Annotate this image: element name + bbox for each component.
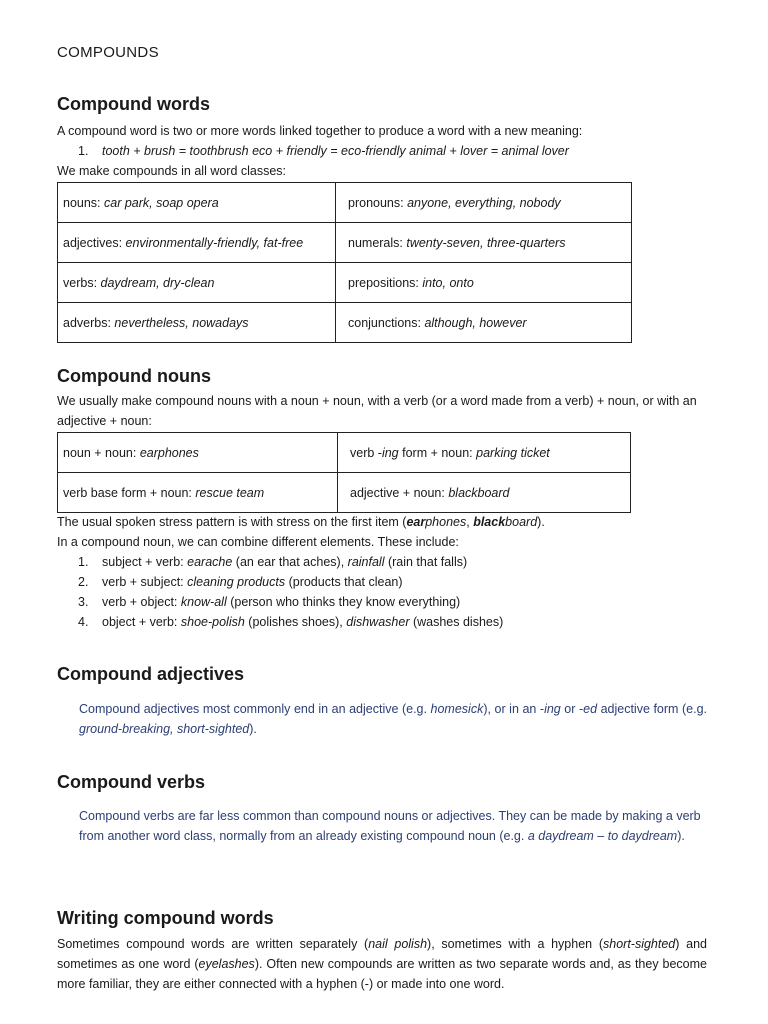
- stress-pattern-note: The usual spoken stress pattern is with stress on the first item (earphones, blackboard).: [57, 515, 545, 529]
- list-number: 2.: [78, 575, 89, 589]
- compound-adjectives-note: Compound adjectives most commonly end in an adjective (e.g. homesick), or in an -ing or -ed adjective form (e.g. ground-breaking, short-sighted).: [79, 702, 708, 736]
- list-number: 3.: [78, 595, 89, 609]
- example-text: tooth + brush = toothbrush eco + friendly = eco-friendly animal + lover = animal lover: [102, 144, 569, 158]
- heading-compound-nouns: Compound nouns: [57, 366, 211, 386]
- word-classes-table: [57, 182, 632, 343]
- table-cell: pronouns: anyone, everything, nobody: [336, 183, 632, 223]
- compound-nouns-intro: We usually make compound nouns with a noun + noun, with a verb (or a word made from a verb) + noun, or with an adjective + noun:: [57, 394, 697, 428]
- table-cell: verbs: daydream, dry-clean: [58, 263, 336, 303]
- table-cell: prepositions: into, onto: [336, 263, 632, 303]
- writing-compound-words-text: Sometimes compound words are written separately (nail polish), sometimes with a hyphen (short-sighted) and sometimes as one word (eyelashes). Often new compounds are written as two separate words and, as they become more familiar, they are either connected with a hyphen (-) or made into one word.: [57, 937, 707, 991]
- list-item: 1. subject + verb: earache (an ear that aches), rainfall (rain that falls): [57, 552, 707, 572]
- table-cell: adverbs: nevertheless, nowadays: [58, 303, 336, 343]
- compound-words-intro: A compound word is two or more words linked together to produce a word with a new meaning:: [57, 124, 583, 138]
- table-cell: numerals: twenty-seven, three-quarters: [336, 223, 632, 263]
- list-number: 4.: [78, 615, 89, 629]
- document-title: COMPOUNDS: [57, 44, 159, 61]
- heading-compound-adjectives: Compound adjectives: [57, 664, 245, 684]
- table-cell: verb -ing form + noun: parking ticket: [338, 433, 631, 473]
- compound-nouns-table: [57, 432, 631, 513]
- list-item: 3. verb + object: know-all (person who thinks they know everything): [57, 592, 707, 612]
- table-row: [58, 183, 632, 223]
- elements-lead: In a compound noun, we can combine different elements. These include:: [57, 535, 459, 549]
- list-item: 2. verb + subject: cleaning products (products that clean): [57, 572, 707, 592]
- table-row: [58, 223, 632, 263]
- heading-compound-verbs: Compound verbs: [57, 772, 206, 792]
- table-cell: nouns: car park, soap opera: [58, 183, 336, 223]
- list-number: 1.: [78, 555, 89, 569]
- list-item: [57, 141, 707, 161]
- table-cell: verb base form + noun: rescue team: [58, 473, 338, 513]
- table-row: [58, 303, 632, 343]
- compound-verbs-note: Compound verbs are far less common than compound nouns or adjectives. They can be made by making a verb from another word class, normally from an already existing compound noun (e.g. a daydream – to daydream).: [79, 809, 701, 843]
- table-row: [58, 263, 632, 303]
- table-row: [58, 473, 631, 513]
- table-cell: noun + noun: earphones: [58, 433, 338, 473]
- heading-writing-compound-words: Writing compound words: [57, 908, 274, 928]
- table-cell: adjective + noun: blackboard: [338, 473, 631, 513]
- table-row: [58, 433, 631, 473]
- table-cell: adjectives: environmentally-friendly, fat-free: [58, 223, 336, 263]
- word-classes-lead: We make compounds in all word classes:: [57, 164, 287, 178]
- heading-compound-words: Compound words: [57, 94, 210, 114]
- compound-words-example-list: [57, 141, 707, 161]
- compound-noun-elements-list: [57, 552, 707, 632]
- list-number: 1.: [78, 144, 89, 158]
- list-item: 4. object + verb: shoe-polish (polishes shoes), dishwasher (washes dishes): [57, 612, 707, 632]
- table-cell: conjunctions: although, however: [336, 303, 632, 343]
